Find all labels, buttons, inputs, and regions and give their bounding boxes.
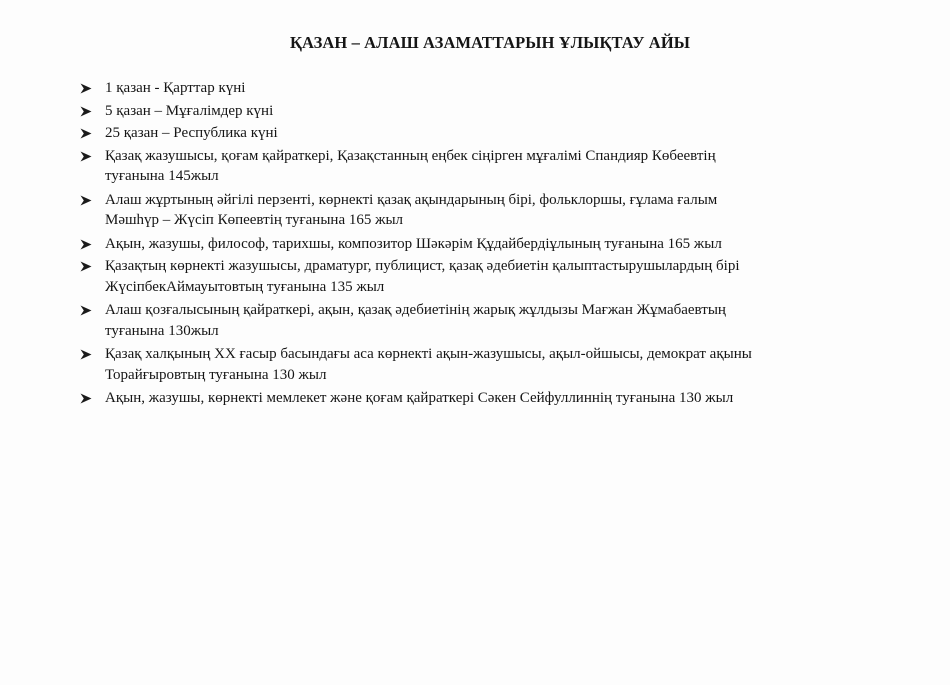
list-item-line: Қазақ халқының XX ғасыр басындағы аса көрнекті ақын-жазушысы, ақыл-ойшысы, демократ ақыны — [105, 346, 752, 362]
arrowhead-bullet-icon — [80, 239, 92, 250]
list-item-line: Қазақтың көрнекті жазушысы, драматург, публицист, қазақ әдебиетін қалыптастырушылардың бірі — [105, 258, 740, 274]
list-item-line: Мәшһүр – Жүсіп Көпеевтің туғанына 165 жыл — [105, 212, 404, 228]
anniversary-list — [80, 78, 900, 411]
list-item-line: 25 қазан – Республика күні — [105, 125, 278, 141]
arrowhead-bullet-icon — [80, 106, 92, 117]
list-item — [80, 78, 900, 99]
arrowhead-bullet-icon — [80, 349, 92, 360]
list-item-line: туғанына 145жыл — [105, 168, 219, 184]
list-item — [80, 234, 900, 255]
list-item-line: Торайғыровтың туғанына 130 жыл — [105, 366, 327, 383]
list-item-line: Қазақ жазушысы, қоғам қайраткері, Қазақстанның еңбек сіңірген мұғалімі Спандияр Көбеевтің — [105, 147, 716, 164]
list-item-line: Алаш қозғалысының қайраткері, ақын, қазақ әдебиетінің жарық жұлдызы Мағжан Жұмабаевтың — [105, 302, 726, 318]
list-item-line: ЖүсіпбекАймауытовтың туғанына 135 жыл — [105, 278, 385, 295]
arrowhead-bullet-icon — [80, 305, 92, 316]
list-item — [80, 388, 900, 409]
list-item — [80, 344, 900, 385]
list-item-line: туғанына 130жыл — [105, 322, 219, 339]
arrowhead-bullet-icon — [80, 393, 92, 404]
list-item — [80, 190, 900, 231]
document-title: ҚАЗАН – АЛАШ АЗАМАТТАРЫН ҰЛЫҚТАУ АЙЫ — [289, 33, 691, 52]
list-item-line: Ақын, жазушы, көрнекті мемлекет және қоғам қайраткері Сәкен Сейфуллиннің туғанына 130 жыл — [105, 390, 734, 406]
list-item — [80, 123, 900, 144]
list-item-line: 5 қазан – Мұғалімдер күні — [105, 102, 274, 119]
arrowhead-bullet-icon — [80, 261, 92, 272]
list-item-line: 1 қазан - Қарттар күні — [105, 80, 246, 96]
arrowhead-bullet-icon — [80, 128, 92, 139]
list-item — [80, 256, 900, 297]
list-item — [80, 146, 900, 187]
arrowhead-bullet-icon — [80, 83, 92, 94]
arrowhead-bullet-icon — [80, 195, 92, 206]
arrowhead-bullet-icon — [80, 151, 92, 162]
list-item — [80, 101, 900, 122]
list-item — [80, 300, 900, 341]
list-item-line: Ақын, жазушы, философ, тарихшы, композитор Шәкәрім Құдайбердіұлының туғанына 165 жыл — [105, 235, 722, 252]
list-item-line: Алаш жұртының әйгілі перзенті, көрнекті қазақ ақындарының бірі, фольклоршы, ғұлама ғалым — [105, 191, 718, 208]
